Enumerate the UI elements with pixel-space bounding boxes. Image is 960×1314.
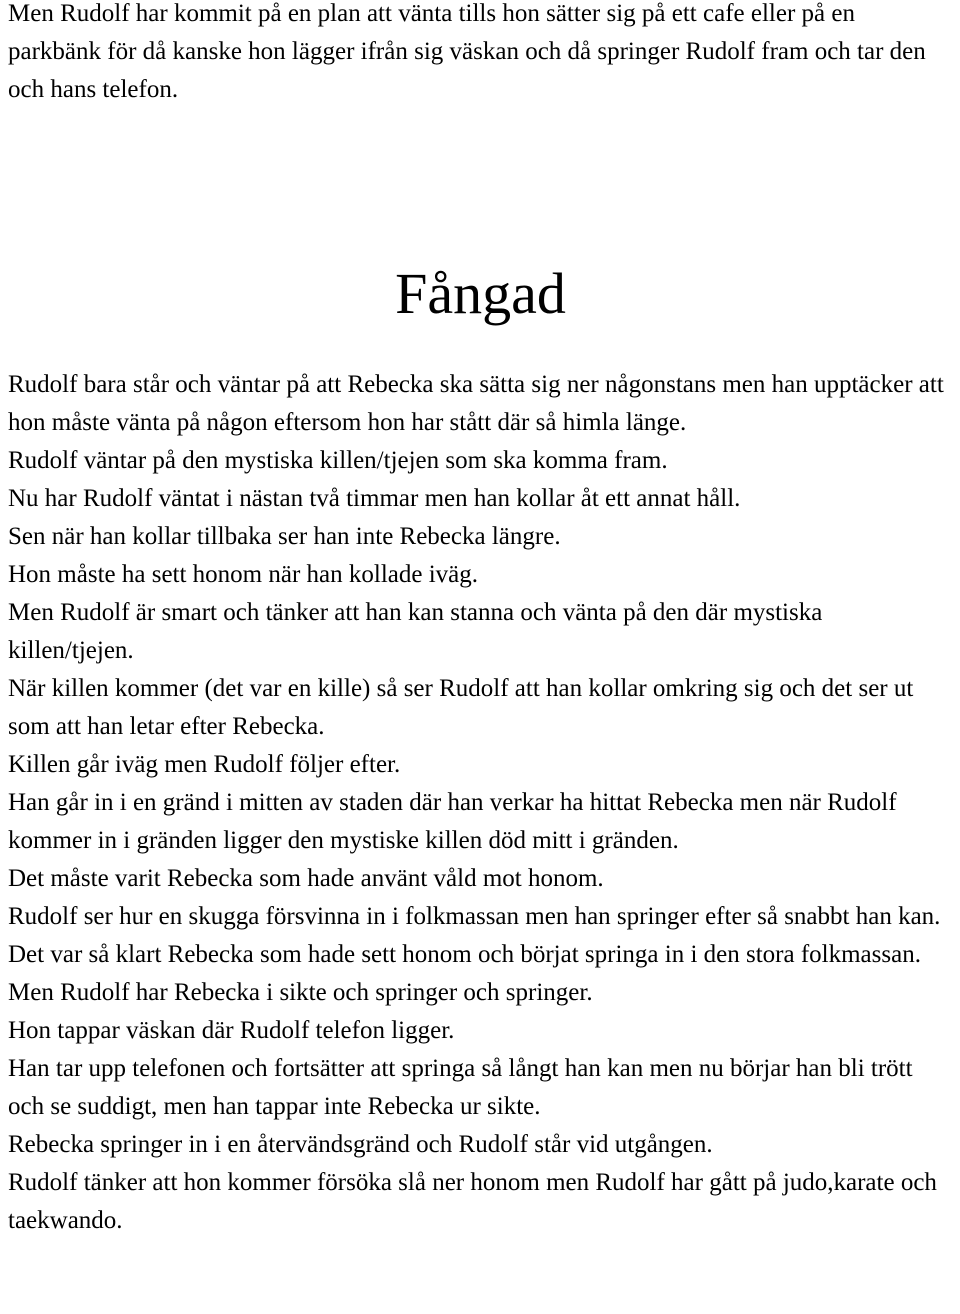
paragraph: Hon måste ha sett honom när han kollade iväg. (8, 561, 479, 588)
chapter-title: Fångad (395, 261, 566, 326)
paragraph: När killen kommer (det var en kille) så ser Rudolf att han kollar omkring sig och det ser ut som att han letar efter Rebecka. (8, 675, 914, 740)
paragraph: Sen när han kollar tillbaka ser han inte Rebecka längre. (8, 523, 561, 550)
paragraph: Det måste varit Rebecka som hade använt våld mot honom. (8, 865, 604, 892)
paragraph: Rudolf bara står och väntar på att Rebecka ska sätta sig ner någonstans men han upptäcker att hon måste vänta på någon eftersom hon har stått där så himla länge. (8, 371, 944, 436)
paragraph: Rudolf väntar på den mystiska killen/tjejen som ska komma fram. (8, 447, 668, 474)
paragraph: Hon tappar väskan där Rudolf telefon ligger. (8, 1017, 455, 1044)
chapter-body (8, 366, 953, 1240)
paragraph: Men Rudolf har Rebecka i sikte och springer och springer. (8, 979, 593, 1006)
paragraph: Men Rudolf är smart och tänker att han kan stanna och vänta på den där mystiska killen/tjejen. (8, 599, 823, 664)
paragraph: Han går in i en gränd i mitten av staden där han verkar ha hittat Rebecka men när Rudolf kommer in i gränden ligger den mystiske killen död mitt i gränden. (8, 789, 897, 854)
paragraph: Rudolf tänker att hon kommer försöka slå ner honom men Rudolf har gått på judo,karate och taekwando. (8, 1169, 937, 1234)
paragraph: Killen går iväg men Rudolf följer efter. (8, 751, 401, 778)
paragraph: Rebecka springer in i en återvändsgränd och Rudolf står vid utgången. (8, 1131, 713, 1158)
paragraph: Han tar upp telefonen och fortsätter att springa så långt han kan men nu börjar han bli trött och se suddigt, men han tappar inte Rebecka ur sikte. (8, 1055, 913, 1120)
document-page (8, 0, 953, 1234)
intro-paragraph: Men Rudolf har kommit på en plan att vänta tills hon sätter sig på ett cafe eller på en parkbänk för då kanske hon lägger ifrån sig väskan och då springer Rudolf fram och tar den och hans telefon. (8, 0, 926, 103)
paragraph: Nu har Rudolf väntat i nästan två timmar men han kollar åt ett annat håll. (8, 485, 741, 512)
paragraph: Det var så klart Rebecka som hade sett honom och börjat springa in i den stora folkmassan. (8, 941, 921, 968)
paragraph: Rudolf ser hur en skugga försvinna in i folkmassan men han springer efter så snabbt han kan. (8, 903, 941, 930)
